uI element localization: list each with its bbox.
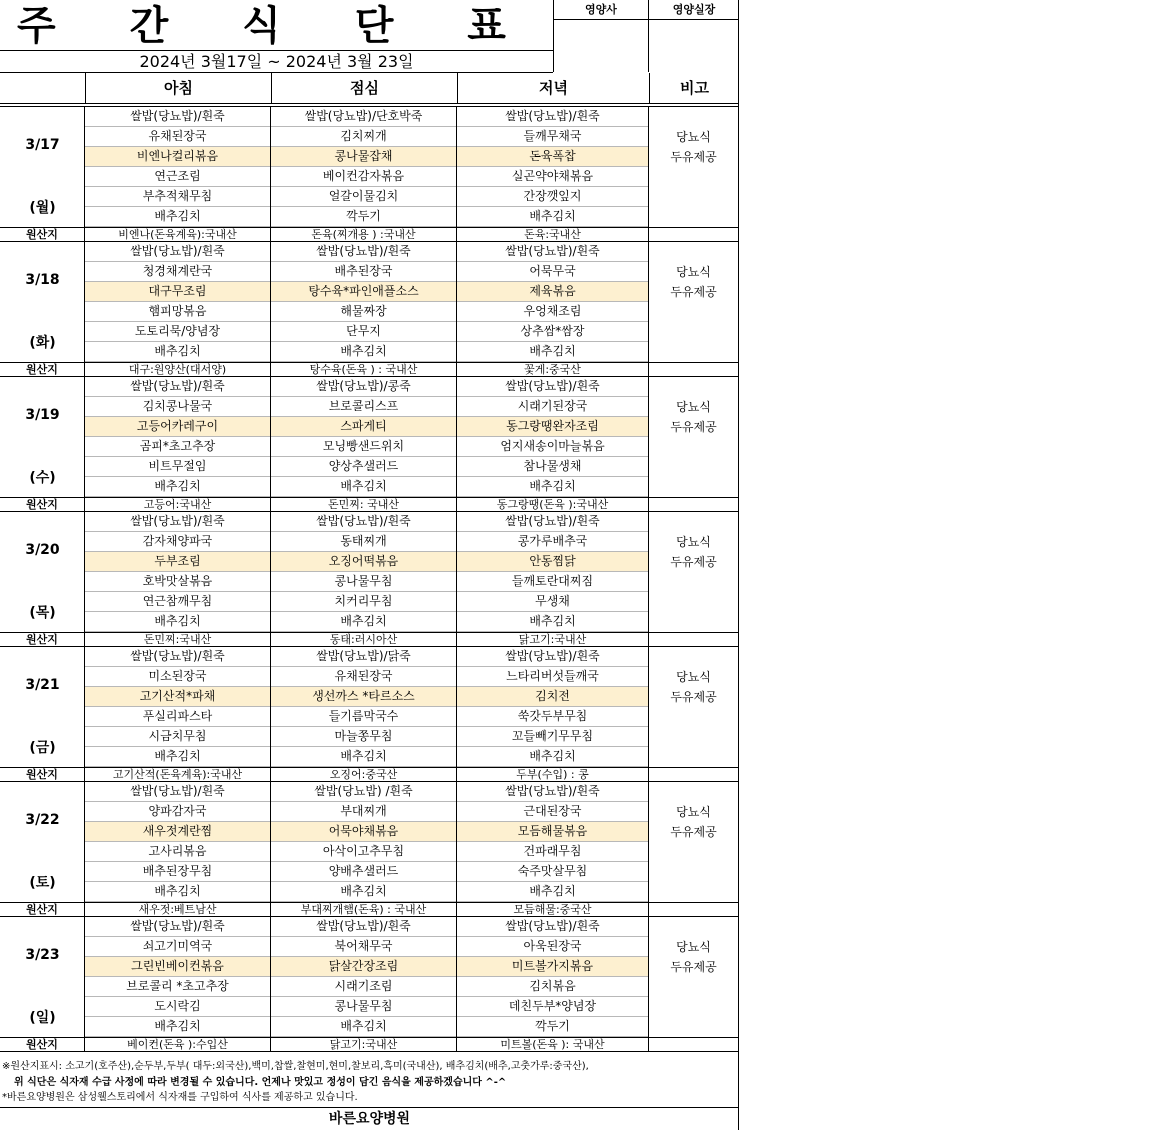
note-cell [649,457,738,477]
lunch-item: 배추김치 [271,747,457,767]
weekday-label: (월) [29,200,56,216]
weekday-label: (토) [29,875,56,891]
date-cell [0,377,85,497]
breakfast-item: 배추김치 [85,747,271,767]
note-cell [649,1017,738,1037]
note-cell [649,322,738,342]
dinner-item: 동그랑땡완자조림 [457,417,649,437]
note-cell: 두유제공 [670,150,717,164]
breakfast-item: 곰피*초고추장 [85,437,271,457]
note-cell: 당뇨식 [676,130,711,144]
lunch-item: 모닝빵샌드위치 [271,437,457,457]
menu-row [85,512,649,532]
dinner-item: 들깨무채국 [457,127,649,147]
breakfast-item: 두부조림 [85,552,271,572]
dinner-item: 실곤약야채볶음 [457,167,649,187]
breakfast-item: 호박맛살볶음 [85,572,271,592]
approval-nutritionist [553,0,648,72]
breakfast-item: 도토리묵/양념장 [85,322,271,342]
menu-row [85,917,649,937]
menu-row [85,417,649,437]
dinner-item: 꼬들빼기무무침 [457,727,649,747]
date-cell [0,512,85,632]
origin-row [0,632,739,647]
origin-cell: 새우젓:베트남산 [85,903,271,917]
date-label: 3/19 [25,407,60,423]
origin-cell: 동그랑땡(돈육 ):국내산 [457,498,649,512]
day-block [0,917,739,1052]
lunch-item: 배추김치 [271,882,457,902]
date-label: 3/23 [25,947,60,963]
origin-cell: 닭고기:국내산 [271,1038,457,1052]
dinner-item: 김치볶음 [457,977,649,997]
menu-row [85,532,649,552]
breakfast-item: 청경채계란국 [85,262,271,282]
dinner-item: 무생채 [457,592,649,612]
weekday-label: (금) [29,740,56,756]
dinner-item: 어묵무국 [457,262,649,282]
dinner-item: 아욱된장국 [457,937,649,957]
lunch-item: 동태찌개 [271,532,457,552]
date-label: 3/18 [25,272,60,288]
dinner-item: 쌀밥(당뇨밥)/흰죽 [457,782,649,802]
dinner-item: 안동찜닭 [457,552,649,572]
breakfast-item: 배추된장무침 [85,862,271,882]
lunch-item: 마늘쫑무침 [271,727,457,747]
dinner-item: 쌀밥(당뇨밥)/흰죽 [457,647,649,667]
origin-cell: 돈육(찌개용 ) :국내산 [271,228,457,242]
lunch-item: 들기름막국수 [271,707,457,727]
menu-row [85,937,649,957]
dinner-item: 쌀밥(당뇨밥)/흰죽 [457,242,649,262]
breakfast-item: 그린빈베이컨볶음 [85,957,271,977]
menu-row [85,687,649,707]
menu-row [85,477,649,497]
note-cell: 당뇨식 [676,535,711,549]
day-block [0,377,739,512]
lunch-item: 배추김치 [271,342,457,362]
approval-label: 영양사 [554,0,648,20]
lunch-item: 생선까스 *타르소스 [271,687,457,707]
dinner-item: 상추쌈*쌈장 [457,322,649,342]
origin-cell: 두부(수입) : 콩 [457,768,649,782]
lunch-item: 어묵야채볶음 [271,822,457,842]
dinner-item: 들깨토란대찌짐 [457,572,649,592]
dinner-item: 쑥갓두부무침 [457,707,649,727]
lunch-item: 배추김치 [271,612,457,632]
note-cell [649,187,738,207]
note-cell: 두유제공 [670,825,717,839]
breakfast-item: 대구무조림 [85,282,271,302]
footnote-supplier: *바른요양병원은 삼성웰스토리에서 식자재를 구입하여 식사를 제공하고 있습니다. [2,1092,358,1103]
date-cell [0,242,85,362]
day-block [0,242,739,377]
dinner-item: 숙주맛살무침 [457,862,649,882]
breakfast-item: 고사리볶음 [85,842,271,862]
weekday-label: (수) [29,470,56,486]
origin-label: 원산지 [0,228,85,242]
breakfast-item: 새우젓계란찜 [85,822,271,842]
date-cell [0,782,85,902]
origin-cell: 돈민찌: 국내산 [271,498,457,512]
column-header [0,73,739,104]
origin-cell: 비엔나(돈육계육):국내산 [85,228,271,242]
weekday-label: (목) [29,605,56,621]
breakfast-item: 비트무절임 [85,457,271,477]
date-label: 3/20 [25,542,60,558]
dinner-item: 느타리버섯들깨국 [457,667,649,687]
origin-label: 원산지 [0,498,85,512]
menu-row [85,747,649,767]
note-cell [649,917,738,937]
title-box [0,0,553,73]
lunch-item: 쌀밥(당뇨밥)/콩죽 [271,377,457,397]
breakfast-item: 연근참깨무침 [85,592,271,612]
note-cell [649,647,738,667]
origin-row [0,767,739,782]
lunch-item: 양상추샐러드 [271,457,457,477]
origin-cell: 오징어:중국산 [271,768,457,782]
breakfast-item: 쌀밥(당뇨밥)/흰죽 [85,647,271,667]
menu-row [85,342,649,362]
approval-label: 영양실장 [649,0,739,20]
dinner-item: 건파래무침 [457,842,649,862]
dinner-item: 콩가루배추국 [457,532,649,552]
note-cell [649,512,738,532]
breakfast-item: 쌀밥(당뇨밥)/흰죽 [85,107,271,127]
dinner-item: 쌀밥(당뇨밥)/흰죽 [457,512,649,532]
menu-row [85,107,649,127]
dinner-item: 배추김치 [457,342,649,362]
lunch-item: 베이컨감자볶음 [271,167,457,187]
lunch-item: 쌀밥(당뇨밥)/단호박죽 [271,107,457,127]
menu-row [85,647,649,667]
note-cell [649,242,738,262]
lunch-item: 스파게티 [271,417,457,437]
breakfast-item: 감자채양파국 [85,532,271,552]
breakfast-item: 쌀밥(당뇨밥)/흰죽 [85,377,271,397]
breakfast-item: 배추김치 [85,342,271,362]
note-cell [649,977,738,997]
lunch-item: 오징어떡볶음 [271,552,457,572]
note-cell [649,342,738,362]
menu-row [85,167,649,187]
note-cell [649,377,738,397]
lunch-item: 쌀밥(당뇨밥)/흰죽 [271,917,457,937]
menu-row [85,1017,649,1037]
origin-cell: 돈민찌:국내산 [85,633,271,647]
lunch-item: 유채된장국 [271,667,457,687]
origin-cell: 고기산적(돈육계육):국내산 [85,768,271,782]
menu-row [85,802,649,822]
menu-row [85,997,649,1017]
dinner-item: 배추김치 [457,612,649,632]
note-cell [649,747,738,767]
approval-chief [648,0,739,72]
breakfast-item: 쌀밥(당뇨밥)/흰죽 [85,917,271,937]
dinner-item: 데친두부*양념장 [457,997,649,1017]
note-cell [649,207,738,227]
breakfast-item: 배추김치 [85,612,271,632]
breakfast-item: 미소된장국 [85,667,271,687]
lunch-item: 해물짜장 [271,302,457,322]
note-cell: 당뇨식 [676,805,711,819]
breakfast-item: 도시락김 [85,997,271,1017]
menu-row [85,862,649,882]
lunch-item: 깍두기 [271,207,457,227]
note-cell: 당뇨식 [676,670,711,684]
breakfast-item: 배추김치 [85,1017,271,1037]
menu-row [85,187,649,207]
breakfast-item: 연근조림 [85,167,271,187]
breakfast-item: 쌀밥(당뇨밥)/흰죽 [85,242,271,262]
breakfast-item: 쌀밥(당뇨밥)/흰죽 [85,512,271,532]
menu-row [85,282,649,302]
origin-cell: 부대찌개햄(돈육) : 국내산 [271,903,457,917]
dinner-item: 우엉채조림 [457,302,649,322]
origin-cell: 고등어:국내산 [85,498,271,512]
origin-cell: 돈육:국내산 [457,228,649,242]
origin-cell: 모듬해물:중국산 [457,903,649,917]
day-block [0,647,739,782]
menu-row [85,262,649,282]
note-cell [649,997,738,1017]
breakfast-item: 배추김치 [85,207,271,227]
origin-label: 원산지 [0,1038,85,1052]
breakfast-item: 양파감자국 [85,802,271,822]
menu-row [85,552,649,572]
date-label: 3/22 [25,812,60,828]
hospital-name: 바른요양병원 [0,1107,739,1130]
menu-row [85,727,649,747]
dinner-item: 쌀밥(당뇨밥)/흰죽 [457,377,649,397]
origin-row [0,902,739,917]
note-cell [649,107,738,127]
lunch-item: 북어채무국 [271,937,457,957]
menu-row [85,667,649,687]
menu-row [85,782,649,802]
dinner-item: 돈육폭찹 [457,147,649,167]
breakfast-item: 배추김치 [85,882,271,902]
menu-row [85,707,649,727]
breakfast-item: 쌀밥(당뇨밥)/흰죽 [85,782,271,802]
date-cell [0,107,85,227]
lunch-item: 쌀밥(당뇨밥)/닭죽 [271,647,457,667]
note-cell [649,707,738,727]
origin-label: 원산지 [0,768,85,782]
lunch-item: 배추김치 [271,477,457,497]
note-cell [649,882,738,902]
note-cell [649,727,738,747]
breakfast-item: 브로콜리 *초고추장 [85,977,271,997]
breakfast-item: 햄피망볶음 [85,302,271,322]
col-notes: 비고 [649,73,739,103]
note-cell: 두유제공 [670,960,717,974]
lunch-item: 콩나물잡채 [271,147,457,167]
lunch-item: 쌀밥(당뇨밥) /흰죽 [271,782,457,802]
menu-row [85,242,649,262]
menu-row [85,377,649,397]
dinner-item: 미트볼가지볶음 [457,957,649,977]
lunch-item: 부대찌개 [271,802,457,822]
menu-row [85,592,649,612]
footnote-origin: ※원산지표시: 소고기(호주산),순두부,두부( 대두:외국산),백미,찹쌀,찰현미,현미,찰보리,흑미(국내산), 배추김치(배추,고춧가루:중국산), [2,1061,589,1072]
breakfast-item: 쇠고기미역국 [85,937,271,957]
origin-label: 원산지 [0,903,85,917]
note-cell [649,612,738,632]
origin-label: 원산지 [0,633,85,647]
menu-row [85,612,649,632]
dinner-item: 제육볶음 [457,282,649,302]
menu-row [85,302,649,322]
origin-label: 원산지 [0,363,85,377]
origin-cell: 꽃게:중국산 [457,363,649,377]
menu-row [85,957,649,977]
day-block [0,782,739,917]
note-cell: 두유제공 [670,420,717,434]
lunch-item: 닭살간장조림 [271,957,457,977]
day-block [0,512,739,647]
dinner-item: 엄지새송이마늘볶음 [457,437,649,457]
breakfast-item: 푸실리파스타 [85,707,271,727]
breakfast-item: 비엔나컬리볶음 [85,147,271,167]
dinner-item: 김치전 [457,687,649,707]
lunch-item: 배추된장국 [271,262,457,282]
lunch-item: 쌀밥(당뇨밥)/흰죽 [271,242,457,262]
dinner-item: 배추김치 [457,207,649,227]
origin-row [0,1037,739,1052]
dinner-item: 참나물생채 [457,457,649,477]
date-cell [0,917,85,1037]
dinner-item: 배추김치 [457,477,649,497]
note-cell [649,302,738,322]
approval-box [553,0,739,72]
breakfast-item: 고기산적*파채 [85,687,271,707]
dinner-item: 배추김치 [457,882,649,902]
dinner-item: 쌀밥(당뇨밥)/흰죽 [457,107,649,127]
dinner-item: 근대된장국 [457,802,649,822]
breakfast-item: 김치콩나물국 [85,397,271,417]
note-cell [649,167,738,187]
weekday-label: (일) [29,1010,56,1026]
lunch-item: 얼갈이물김치 [271,187,457,207]
lunch-item: 콩나물무침 [271,997,457,1017]
note-cell [649,862,738,882]
footnote-change: 위 식단은 식자재 수급 사정에 따라 변경될 수 있습니다. 언제나 맛있고 정성이 담긴 음식을 제공하겠습니다 ^-^ [14,1077,507,1088]
note-cell [649,782,738,802]
lunch-item: 탕수육*파인애플소스 [271,282,457,302]
col-breakfast: 아침 [85,73,271,103]
col-lunch: 점심 [271,73,457,103]
menu-row [85,822,649,842]
lunch-item: 배추김치 [271,1017,457,1037]
origin-cell: 동태:러시아산 [271,633,457,647]
date-label: 3/17 [25,137,60,153]
date-range: 2024년 3월17일 ~ 2024년 3월 23일 [0,50,553,73]
lunch-item: 쌀밥(당뇨밥)/흰죽 [271,512,457,532]
note-cell [649,477,738,497]
note-cell: 당뇨식 [676,265,711,279]
col-dinner: 저녁 [457,73,649,103]
menu-row [85,397,649,417]
breakfast-item: 부추적채무침 [85,187,271,207]
breakfast-item: 고등어카레구이 [85,417,271,437]
date-cell [0,647,85,767]
menu-row [85,572,649,592]
day-block [0,107,739,242]
note-cell: 당뇨식 [676,400,711,414]
breakfast-item: 배추김치 [85,477,271,497]
menu-row [85,147,649,167]
origin-cell: 베이컨(돈육 ):수입산 [85,1038,271,1052]
note-cell [649,592,738,612]
note-cell: 두유제공 [670,285,717,299]
dinner-item: 배추김치 [457,747,649,767]
lunch-item: 콩나물무침 [271,572,457,592]
lunch-item: 아삭이고추무침 [271,842,457,862]
lunch-item: 치커리무침 [271,592,457,612]
breakfast-item: 시금치무침 [85,727,271,747]
weekday-label: (화) [29,335,56,351]
note-cell: 두유제공 [670,555,717,569]
menu-row [85,842,649,862]
dinner-item: 모듬해물볶음 [457,822,649,842]
breakfast-item: 유채된장국 [85,127,271,147]
menu-row [85,882,649,902]
origin-cell: 미트볼(돈육 ): 국내산 [457,1038,649,1052]
lunch-item: 시래기조림 [271,977,457,997]
menu-row [85,127,649,147]
lunch-item: 김치찌개 [271,127,457,147]
note-cell [649,572,738,592]
dinner-item: 시래기된장국 [457,397,649,417]
origin-cell: 탕수육(돈육 ) : 국내산 [271,363,457,377]
origin-row [0,362,739,377]
lunch-item: 양배추샐러드 [271,862,457,882]
dinner-item: 간장깻잎지 [457,187,649,207]
menu-row [85,437,649,457]
dinner-item: 쌀밥(당뇨밥)/흰죽 [457,917,649,937]
dinner-item: 깍두기 [457,1017,649,1037]
note-cell: 두유제공 [670,690,717,704]
date-label: 3/21 [25,677,60,693]
note-cell [649,437,738,457]
origin-row [0,227,739,242]
lunch-item: 단무지 [271,322,457,342]
origin-row [0,497,739,512]
page-title: 주 간 식 단 표 [17,3,536,49]
lunch-item: 브로콜리스프 [271,397,457,417]
note-cell: 당뇨식 [676,940,711,954]
menu-row [85,322,649,342]
origin-cell: 닭고기:국내산 [457,633,649,647]
menu-row [85,977,649,997]
menu-row [85,457,649,477]
note-cell [649,842,738,862]
menu-row [85,207,649,227]
origin-cell: 대구:원양산(대서양) [85,363,271,377]
